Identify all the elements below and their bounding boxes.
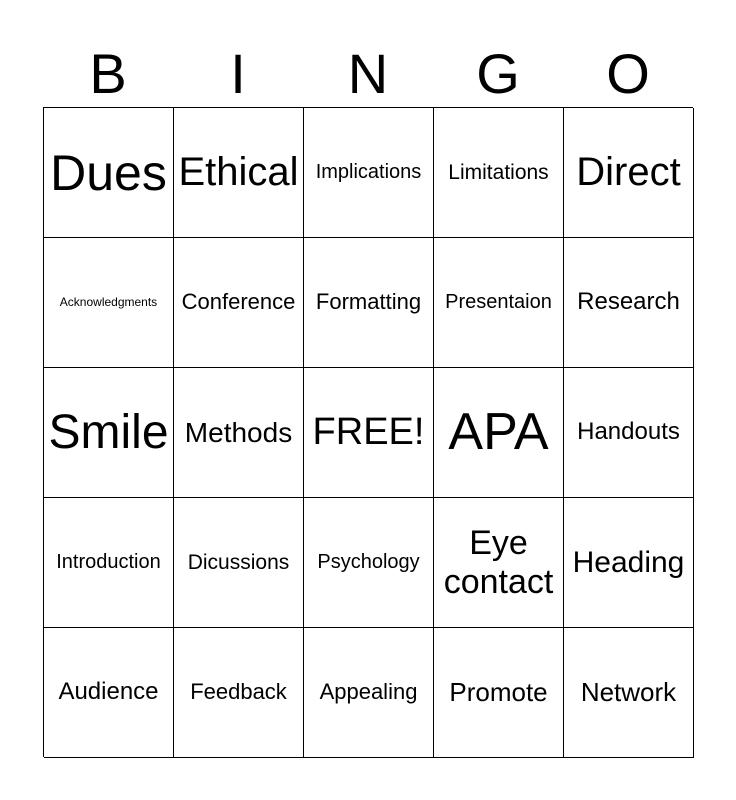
cell-label: Dicussions <box>187 550 290 574</box>
cell-label: Research <box>577 288 680 316</box>
bingo-cell[interactable] <box>44 108 174 238</box>
cell-label: Handouts <box>577 418 680 446</box>
cell-label: Psychology <box>317 551 420 574</box>
cell-label: Limitations <box>448 160 549 184</box>
cell-label: Heading <box>572 545 685 579</box>
bingo-cell[interactable] <box>304 498 434 628</box>
bingo-cell[interactable] <box>564 368 694 498</box>
bingo-cell[interactable] <box>434 628 564 758</box>
bingo-cell[interactable] <box>44 368 174 498</box>
cell-label: Audience <box>58 678 159 706</box>
bingo-cell[interactable] <box>434 108 564 238</box>
bingo-cell[interactable] <box>174 368 304 498</box>
cell-label: APA <box>448 403 549 462</box>
cell-label: Dues <box>50 144 167 201</box>
cell-label: Promote <box>449 676 548 707</box>
bingo-cell[interactable] <box>304 108 434 238</box>
header-letter-b: B <box>89 42 127 105</box>
header-letter-o: O <box>606 42 650 105</box>
bingo-cell[interactable] <box>564 498 694 628</box>
header-letter-i: I <box>230 42 246 105</box>
bingo-cell[interactable] <box>174 498 304 628</box>
bingo-cell[interactable] <box>304 628 434 758</box>
cell-label: Formatting <box>315 289 422 315</box>
bingo-cell[interactable] <box>44 498 174 628</box>
bingo-cell[interactable] <box>564 108 694 238</box>
bingo-cell[interactable] <box>434 498 564 628</box>
bingo-cell[interactable] <box>304 238 434 368</box>
free-space-cell[interactable] <box>304 368 434 498</box>
cell-label: Eye contact <box>443 524 554 601</box>
bingo-cell[interactable] <box>564 238 694 368</box>
cell-label: Direct <box>576 150 681 195</box>
bingo-cell[interactable] <box>174 628 304 758</box>
cell-label: Introduction <box>56 551 161 574</box>
cell-label: Feedback <box>190 679 287 705</box>
cell-label: Appealing <box>319 679 418 705</box>
bingo-cell[interactable] <box>434 238 564 368</box>
bingo-header <box>43 40 693 108</box>
bingo-cell[interactable] <box>174 238 304 368</box>
bingo-cell[interactable] <box>434 368 564 498</box>
cell-label: Methods <box>184 416 293 448</box>
cell-label: Ethical <box>178 150 299 195</box>
free-space-label: FREE! <box>312 411 425 454</box>
cell-label: Network <box>580 676 677 707</box>
bingo-cell[interactable] <box>564 628 694 758</box>
header-letter-n: N <box>347 42 389 105</box>
cell-label: Conference <box>181 289 296 315</box>
cell-label: Implications <box>315 161 422 184</box>
cell-label: Acknowledgments <box>59 294 158 309</box>
bingo-cell[interactable] <box>174 108 304 238</box>
header-letter-g: G <box>476 42 520 105</box>
bingo-board <box>43 107 693 757</box>
bingo-cell[interactable] <box>44 628 174 758</box>
cell-label: Presentaion <box>445 291 552 314</box>
cell-label: Smile <box>48 405 169 459</box>
bingo-cell[interactable] <box>44 238 174 368</box>
